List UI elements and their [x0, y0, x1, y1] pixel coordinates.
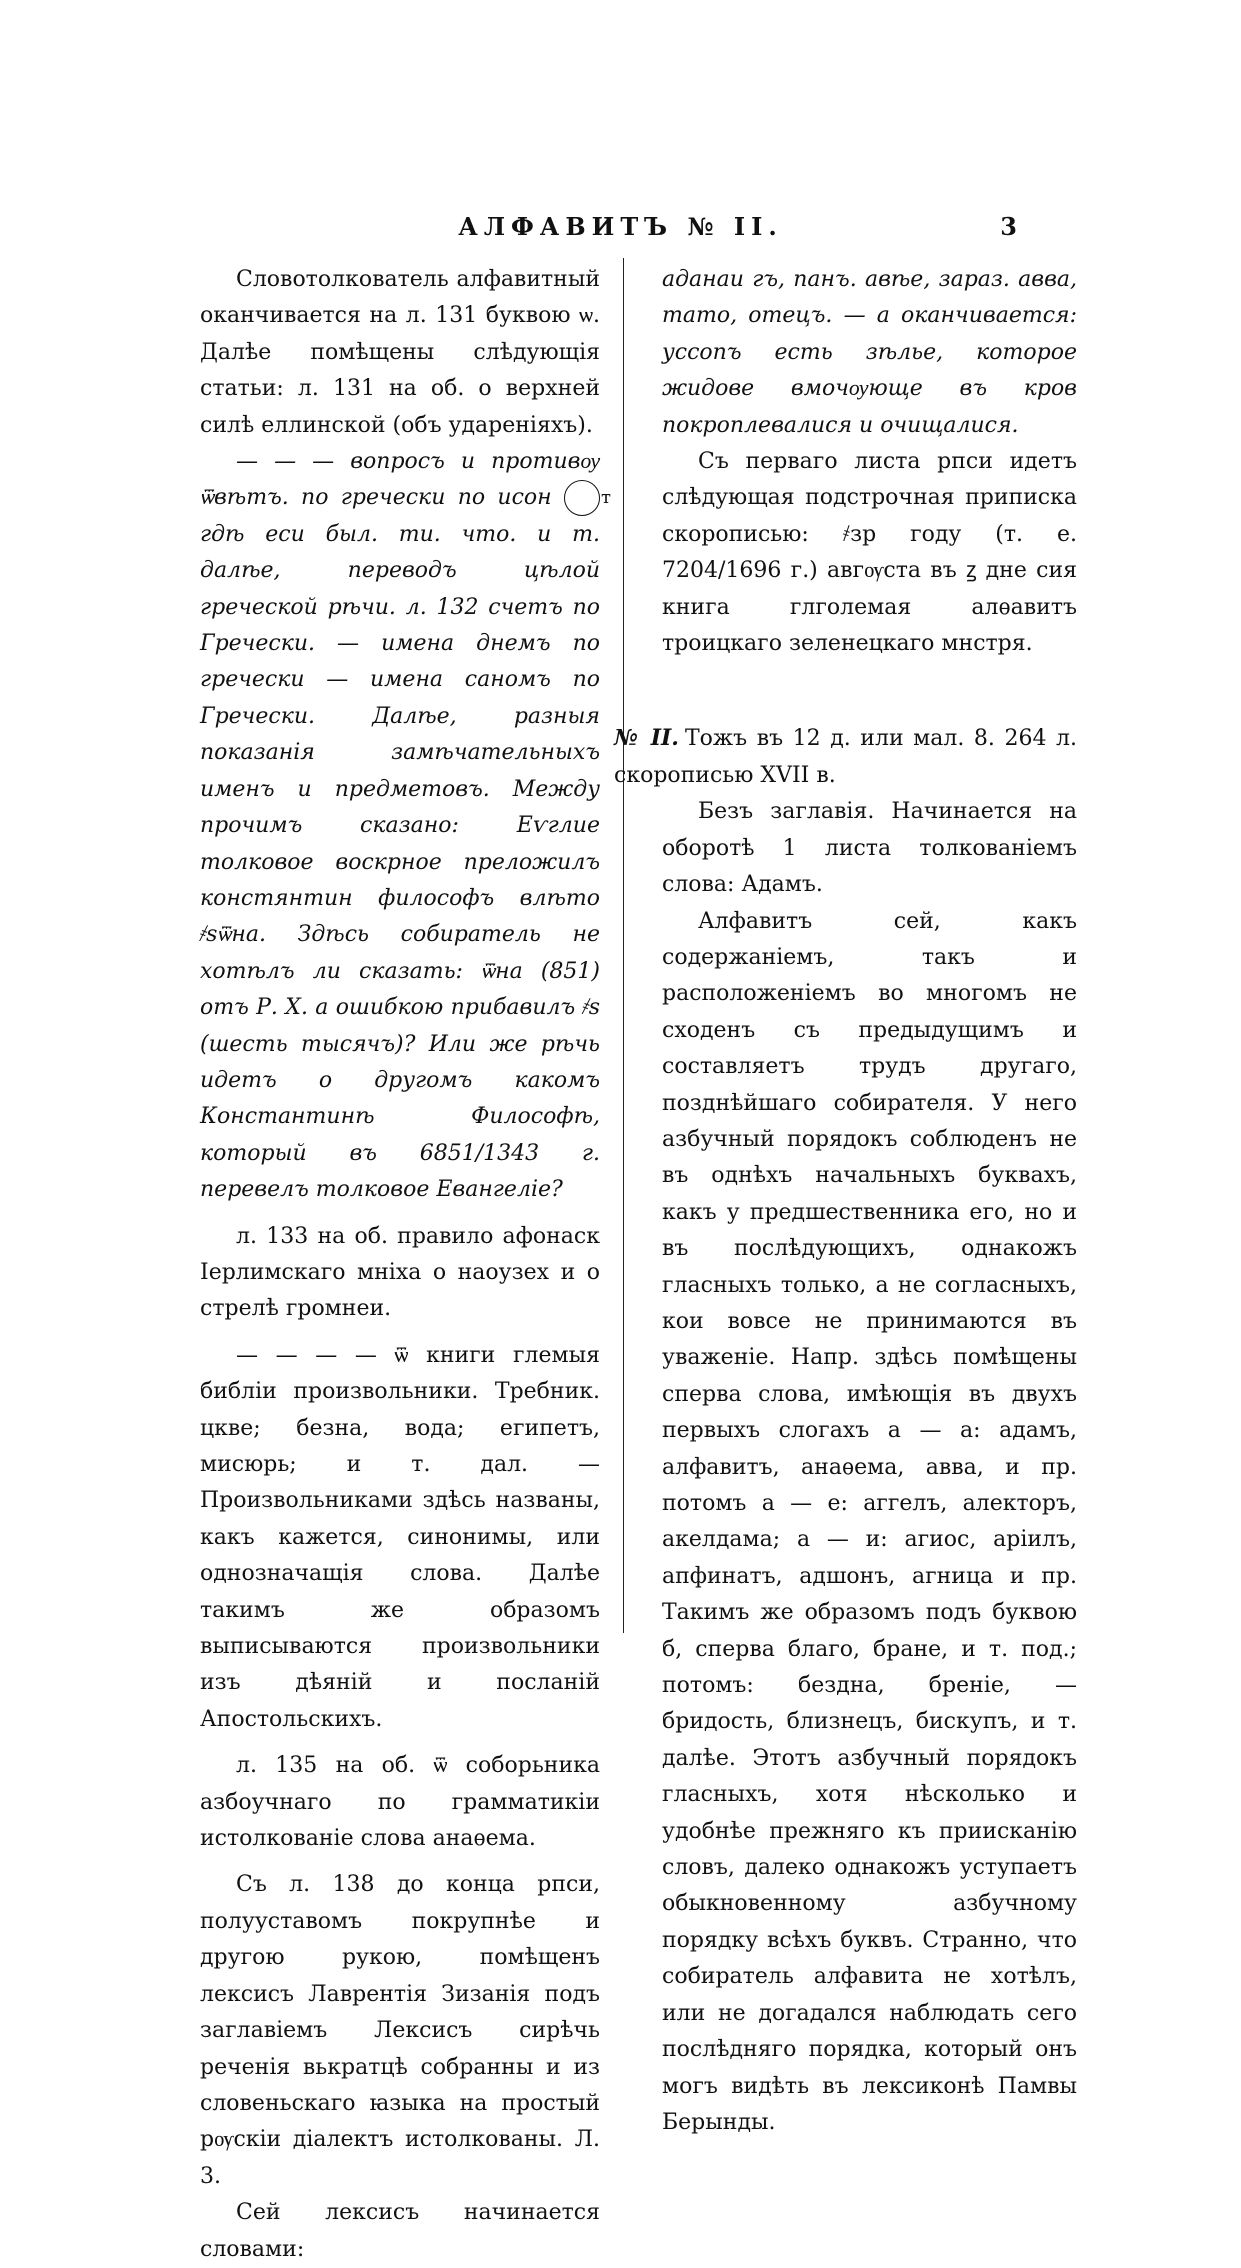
paragraph: л. 133 на об. правило афонаск Іерлимскаго мніха о наоузех и о стрелѣ громнеи. — [200, 1223, 600, 1322]
page-title: АЛФАВИТЪ № II. — [458, 212, 783, 241]
paragraph: Съ перваго листа рпси идетъ слѣдующая подстрочная приписка скорописью: ҂зр году (т. е. 7204/1696 г.) авгѹста въ ꙁ дне сия книга глголемая алѳавитъ троицкаго зеленецкаго мнстря. — [662, 449, 1077, 657]
entry-heading — [614, 720, 1077, 794]
paragraph: Безъ заглавія. Начинается на оборотѣ 1 листа толкованіемъ слова: Адамъ. — [662, 799, 1077, 898]
paragraph: — — — — ѿ книги глемыя библіи произвольники. Требник. цкве; безна, вода; египетъ, мисюрь; и т. дал. — Произвольниками здѣсь названы, какъ кажется, синонимы, или однозначащія слова. Далѣе такимъ же образомъ выписываются произвольники изъ дѣяній и посланій Апостольскихъ. — [200, 1342, 600, 1732]
entry-number: № II. — [614, 725, 679, 752]
paragraph: Алфавитъ сей, какъ содержаніемъ, такъ и расположеніемъ во многомъ не сходенъ съ предыдущимъ и составляетъ трудъ другаго, позднѣйшаго собирателя. У него азбучный порядокъ соблюденъ не въ однѣхъ начальныхъ буквахъ, какъ у предшественника его, но и въ послѣдующихъ, однакожъ гласныхъ только, а не согласныхъ, кои вовсе не принимаются въ уваженіе. Напр. здѣсь помѣщены сперва слова, имѣющія въ двухъ первыхъ слогахъ а — а: адамъ, алфавитъ, анаѳема, авва, и пр. потомъ а — е: аггелъ, алекторъ, акелдама; а — и: агиос, аріилъ, апфинатъ, адшонъ, агница и пр. Такимъ же образомъ подъ буквою б, сперва благо, бране, и т. под.; потомъ: бездна, бреніе, — бридость, близнецъ, бискупъ, и т. далѣе. Этотъ азбучный порядокъ гласныхъ, хотя нѣсколько и удобнѣе прежняго къ приисканію словъ, далеко однакожъ уступаетъ обыкновенному азбучному порядку всѣхъ буквъ. Странно, что собиратель алфавита не хотѣлъ, или не догадался наблюдать сего послѣдняго порядка, который онъ могъ видѣть въ лексиконѣ Памвы Берынды. — [662, 908, 1077, 2135]
column-divider — [623, 258, 624, 1633]
paragraph: Съ л. 138 до конца рпси, полууставомъ покрупнѣе и другою рукою, помѣщенъ лексисъ Лаврентія Зизанія подъ заглавіемъ Лексисъ сирѣчь реченія вькратцѣ собранны и из словеньскаго ꙗзыка на простый рѹскіи діалектъ истолкованы. Л. 3. — [200, 1872, 600, 2189]
left-column — [200, 262, 611, 2268]
paragraph — [200, 444, 611, 1209]
text-run: гдѣ еси был. ти. что. и т. далѣе, переводъ цѣлой греческой рѣчи. л. 132 счетъ по Гречески. — имена днемъ по гречески — имена саномъ по Гречески. Далѣе, разныя показанія замѣчательныхъ именъ и предметовъ. Между прочимъ сказано: Еѵглие толковое воскрное преложилъ констянтин философъ влѣто ҂sѿна. Здѣсь собиратель не хотѣлъ ли сказать: ѿна (851) отъ Р. Х. а ошибкою прибавилъ ҂s (шесть тысячъ)? Или же рѣчь идетъ о другомъ какомъ Константинѣ Философѣ, который въ 6851/1343 г. перевелъ толковое Евангеліе? — [200, 521, 600, 1203]
paragraph: аданаи гъ, панъ. авѣе, зараз. авва, тато, отецъ. — а оканчивается: уссопъ есть зѣлье, которое жидове вмочѹюще въ кров покроплевалися и очищалися. — [662, 267, 1077, 438]
paragraph: Словотолкователь алфавитный оканчивается на л. 131 буквою ѡ. Далѣе помѣщены слѣдующія статьи: л. 131 на об. о верхней силѣ еллинской (объ удареніяхъ). — [200, 267, 600, 438]
page-number: 3 — [1000, 212, 1017, 241]
right-column — [614, 262, 1078, 2141]
paragraph: л. 135 на об. ѿ соборьника азбоучнаго по грамматикіи истолкованіе слова анаѳема. — [200, 1753, 600, 1852]
entry-description: Тожъ въ 12 д. или мал. 8. 264 л. скорописью XVII в. — [614, 726, 1078, 788]
circled-letter: т — [564, 480, 600, 516]
text-run: — — — вопросъ и противѹ ѿвѣтъ. по гречески по исон — [200, 449, 600, 511]
running-header — [0, 212, 1241, 252]
paragraph: Сей лексисъ начинается словами: — [200, 2200, 600, 2262]
